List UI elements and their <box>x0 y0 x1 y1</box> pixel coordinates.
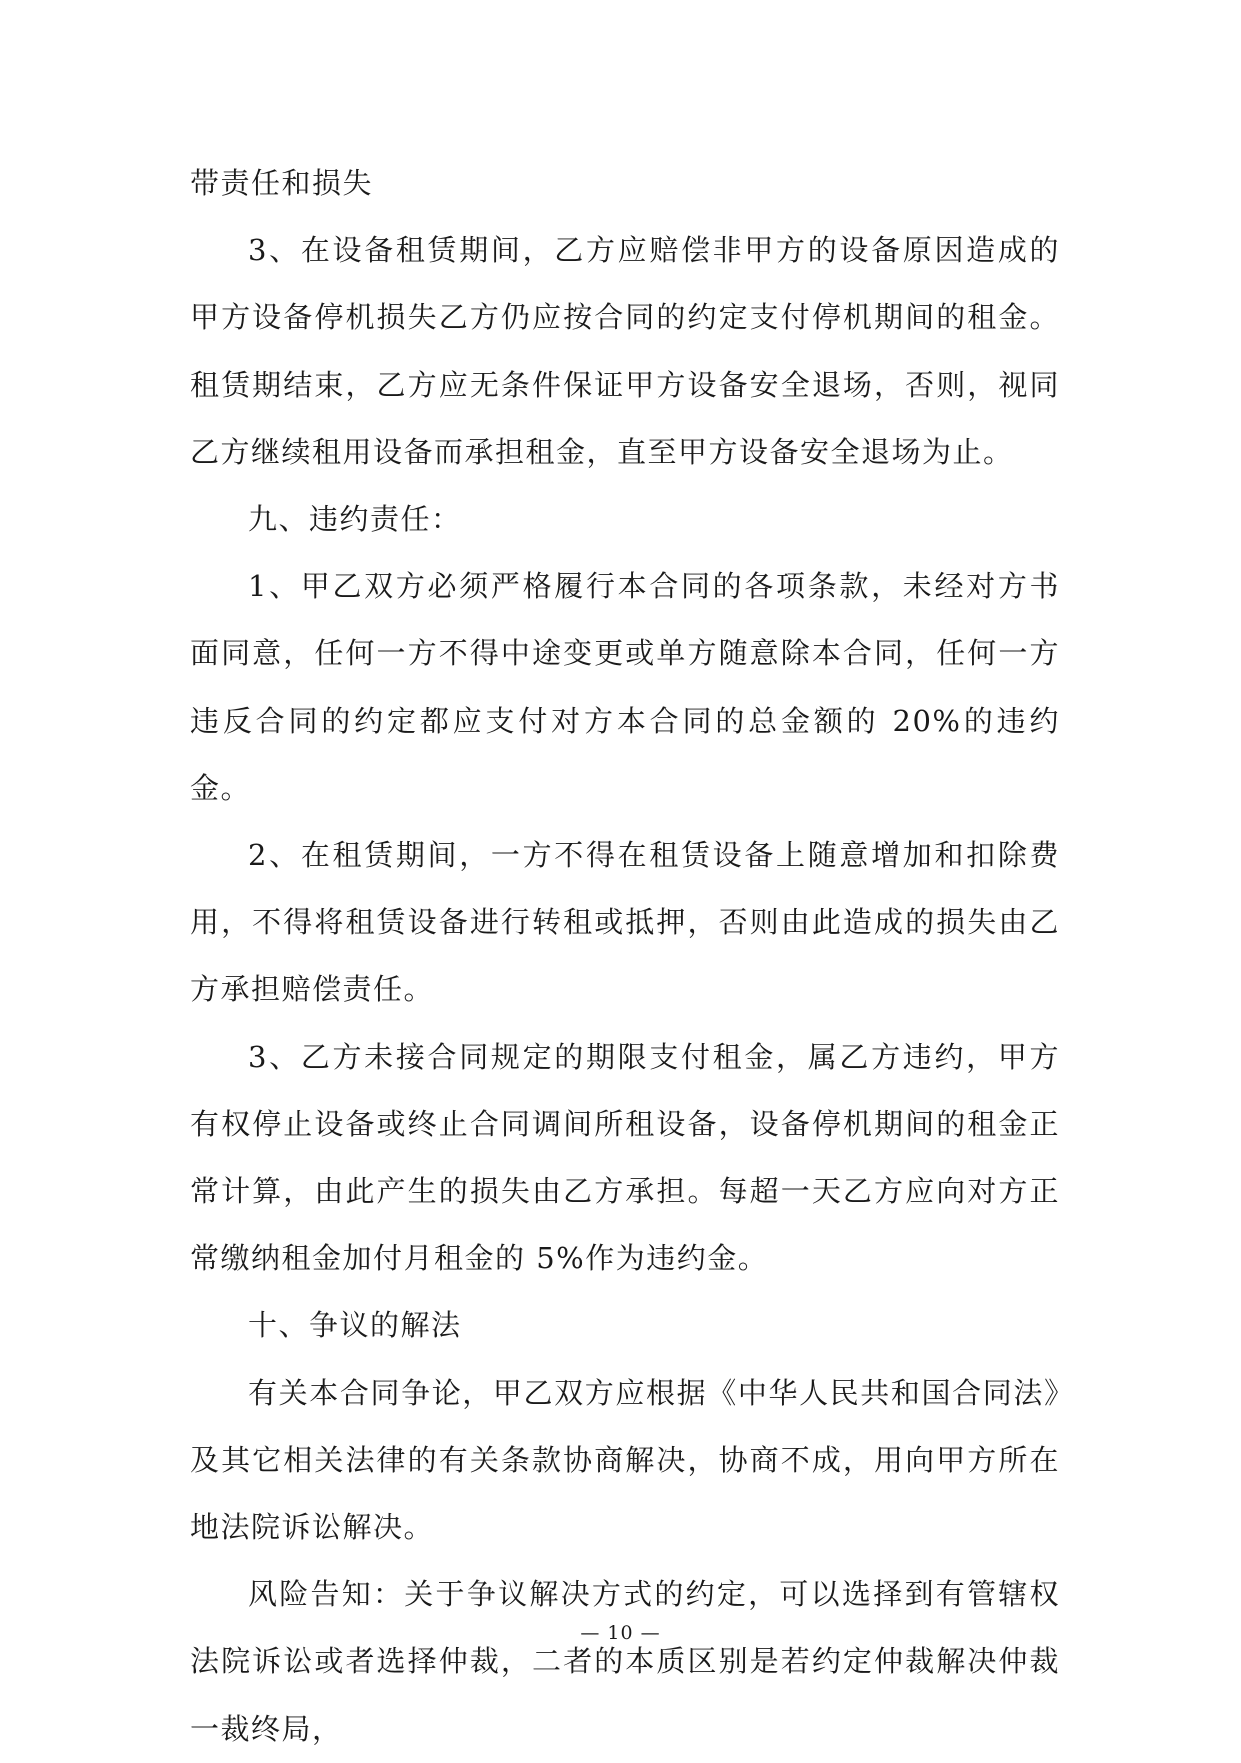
section-heading-breach-liability: 九、违约责任： <box>248 502 462 537</box>
paragraph-dispute-clause: 有关本合同争论，甲乙双方应根据《中华人民共和国合同法》及其它相关法律的有关条款协商解决，协商不成，用向甲方所在地法院诉讼解决。 <box>190 1375 1060 1545</box>
paragraph-risk-notice: 风险告知：关于争议解决方式的约定，可以选择到有管辖权法院诉讼或者选择仲裁，二者的本质区别是若约定仲裁解决仲裁一裁终局， <box>190 1577 1060 1746</box>
page-number: — 10 — <box>580 1622 661 1644</box>
paragraph-continuation: 带责任和损失 <box>190 166 374 200</box>
paragraph-clause-9-2: 2、在租赁期间，一方不得在租赁设备上随意增加和扣除费用，不得将租赁设备进行转租或抵押，否则由此造成的损失由乙方承担赔偿责任。 <box>190 838 1060 1007</box>
paragraph-clause-9-3: 3、乙方未接合同规定的期限支付租金，属乙方违约，甲方有权停止设备或终止合同调间所租设备，设备停机期间的租金正常计算，由此产生的损失由乙方承担。每超一天乙方应向对方正常缴纳租金加付月租金的 5%作为违约金。 <box>190 1039 1060 1276</box>
paragraph-clause-9-1: 1、甲乙双方必须严格履行本合同的各项条款，未经对方书面同意，任何一方不得中途变更或单方随意除本合同，任何一方违反合同的约定都应支付对方本合同的总金额的 20%的违约金。 <box>190 569 1060 805</box>
section-heading-dispute-resolution: 十、争议的解法 <box>248 1308 462 1343</box>
document-body <box>190 150 1060 1763</box>
paragraph-clause-8-3: 3、在设备租赁期间，乙方应赔偿非甲方的设备原因造成的甲方设备停机损失乙方仍应按合同的约定支付停机期间的租金。租赁期结束，乙方应无条件保证甲方设备安全退场，否则，视同乙方继续租用设备而承担租金，直至甲方设备安全退场为止。 <box>190 233 1060 469</box>
